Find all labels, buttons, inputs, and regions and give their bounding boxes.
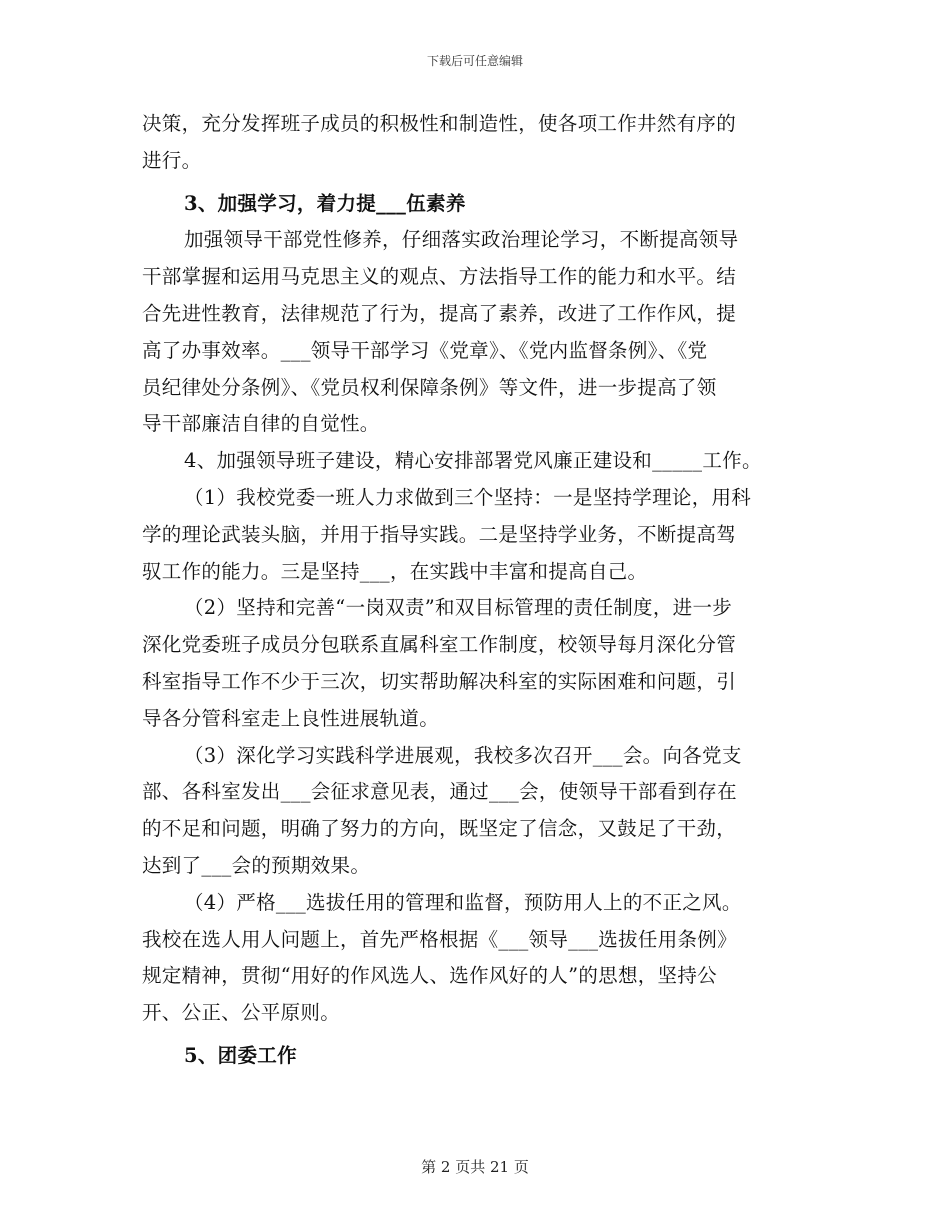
paragraph-line: 合先进性教育，法律规范了行为，提高了素养，改进了工作作风，提	[142, 301, 737, 325]
paragraph-line: 进行。	[142, 148, 202, 172]
paragraph-line: （2）坚持和完善“一岗双责”和双目标管理的责任制度，进一步	[184, 596, 733, 620]
paragraph-line: 加强领导干部党性修养，仔细落实政治理论学习，不断提高领导	[184, 228, 739, 252]
paragraph-line: 员纪律处分条例》、《党员权利保障条例》等文件，进一步提高了领	[142, 375, 717, 399]
paragraph-line: 规定精神，贯彻“用好的作风选人、选作风好的人”的思想，坚持公	[142, 964, 717, 988]
paragraph-line: 学的理论武装头脑，并用于指导实践。二是坚持学业务，不断提高驾	[142, 522, 737, 546]
section-heading-3: 3、加强学习，着力提___伍素养	[184, 191, 466, 215]
paragraph-line: 导干部廉洁自律的自觉性。	[142, 412, 380, 436]
document-body	[142, 106, 810, 1075]
paragraph-line: 驭工作的能力。三是坚持___，在实践中丰富和提高自己。	[142, 559, 648, 583]
paragraph-line: 的不足和问题，明确了努力的方向，既坚定了信念，又鼓足了干劲，	[142, 817, 737, 841]
paragraph-line: 导各分管科室走上良性进展轨道。	[142, 706, 440, 730]
paragraph-line: 我校在选人用人问题上，首先严格根据《___领导___选拔任用条例》	[142, 927, 737, 951]
paragraph-line: 决策，充分发挥班子成员的积极性和制造性，使各项工作井然有序的	[142, 112, 737, 135]
paragraph-line: 达到了___会的预期效果。	[142, 853, 371, 877]
paragraph-line: 干部掌握和运用马克思主义的观点、方法指导工作的能力和水平。结	[142, 265, 737, 289]
paragraph-line: （1）我校党委一班人力求做到三个坚持：一是坚持学理论，用科	[184, 485, 752, 509]
paragraph-line: 科室指导工作不少于三次，切实帮助解决科室的实际困难和问题，引	[142, 669, 737, 693]
paragraph-line: 深化党委班子成员分包联系直属科室工作制度，校领导每月深化分管	[142, 633, 737, 657]
section-heading-4: 4、加强领导班子建设，精心安排部署党风廉正建设和_____工作。	[184, 449, 762, 473]
section-heading-5: 5、团委工作	[184, 1043, 297, 1067]
page-number: 第 2 页共 21 页	[421, 1158, 529, 1176]
paragraph-line: 高了办事效率。___领导干部学习《党章》、《党内监督条例》、《党	[142, 338, 708, 362]
paragraph-line: 部、各科室发出___会征求意见表，通过___会，使领导干部看到存在	[142, 780, 737, 804]
paragraph-line: （3）深化学习实践科学进展观，我校多次召开___会。向各党支	[184, 743, 742, 767]
page-header: 下载后可任意编辑	[426, 54, 523, 68]
paragraph-line: （4）严格___选拔任用的管理和监督，预防用人上的不正之风。	[184, 890, 742, 914]
paragraph-line: 开、公正、公平原则。	[142, 1001, 341, 1025]
